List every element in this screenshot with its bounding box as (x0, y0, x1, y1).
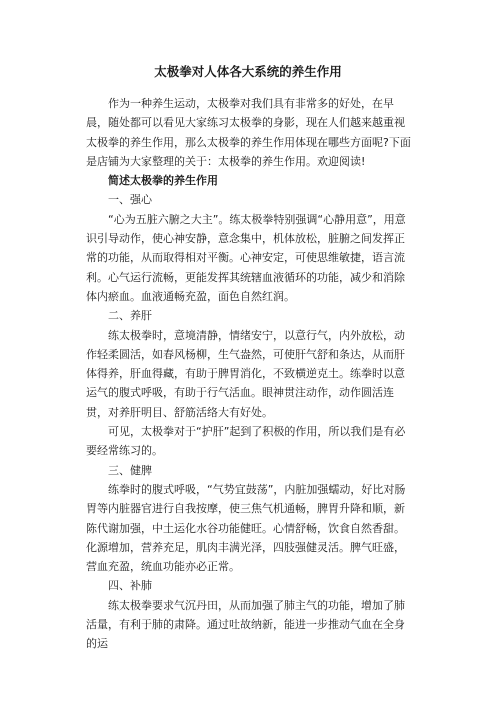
paragraph: 作为一种养生运动，太极拳对我们具有非常多的好处，在早晨，随处都可以看见大家练习太极拳的身影，现在人们越来越重视太极拳的养生作用，那么太极拳的养生作用体现在哪些方面呢?下面是店铺为大家整理的关于：太极拳的养生作用。欢迎阅读! (86, 97, 411, 168)
paragraph: 练太极拳要求气沉丹田，从而加强了肺主气的功能，增加了肺活量，有利于肺的肃降。通过吐故纳新，能进一步推动气血在全身的运 (86, 598, 405, 651)
subheading-tonify-lung: 四、补肺 (108, 579, 152, 593)
subheading-strong-heart: 一、强心 (108, 193, 152, 207)
subheading-nourish-liver: 二、养肝 (108, 309, 152, 323)
paragraph: 练拳时的腹式呼吸，“气势宜鼓荡”，内脏加强蠕动，好比对肠胃等内脏器官进行自我按摩，使三焦气机通畅，脾胃升降和顺，新陈代谢加强，中土运化水谷功能健旺。心情舒畅，饮食自然香甜。化源增加，营养充足，肌肉丰满光泽，四肢强健灵活。脾气旺盛，营血充盈，统血功能亦必正常。 (86, 482, 406, 574)
paragraph: 练太极拳时，意境清静，情绪安宁，以意行气，内外放松，动作轻柔圆活，如春风杨柳，生气盎然，可使肝气舒和条达，从而肝体得养，肝血得藏，有助于脾胃消化，不致横逆克土。练拳时以意运气的腹式呼吸，有助于行气活血。眼神贯注动作，动作圆活连贯，对养肝明目、舒筋活络大有好处。 (86, 328, 405, 419)
paragraph: 可见，太极拳对于“护肝”起到了积极的作用，所以我们是有必要经常练习的。 (86, 425, 406, 458)
section-heading: 简述太极拳的养生作用 (108, 174, 218, 188)
document-title: 太极拳对人体各大系统的养生作用 (154, 64, 342, 79)
paragraph: “心为五脏六腑之大主”。练太极拳特别强调“心静用意”，用意识引导动作，使心神安静，意念集中，机体放松，脏腑之间发挥正常的功能，从而取得相对平衡。心神安定，可使思维敏捷，语言流利。心气运行流畅，更能发挥其统辖血液循环的功能，减少和消除体内瘀血。血液通畅充盈，面色自然红润。 (86, 212, 406, 303)
subheading-strengthen-spleen: 三、健脾 (108, 463, 152, 477)
document-body (86, 94, 413, 654)
